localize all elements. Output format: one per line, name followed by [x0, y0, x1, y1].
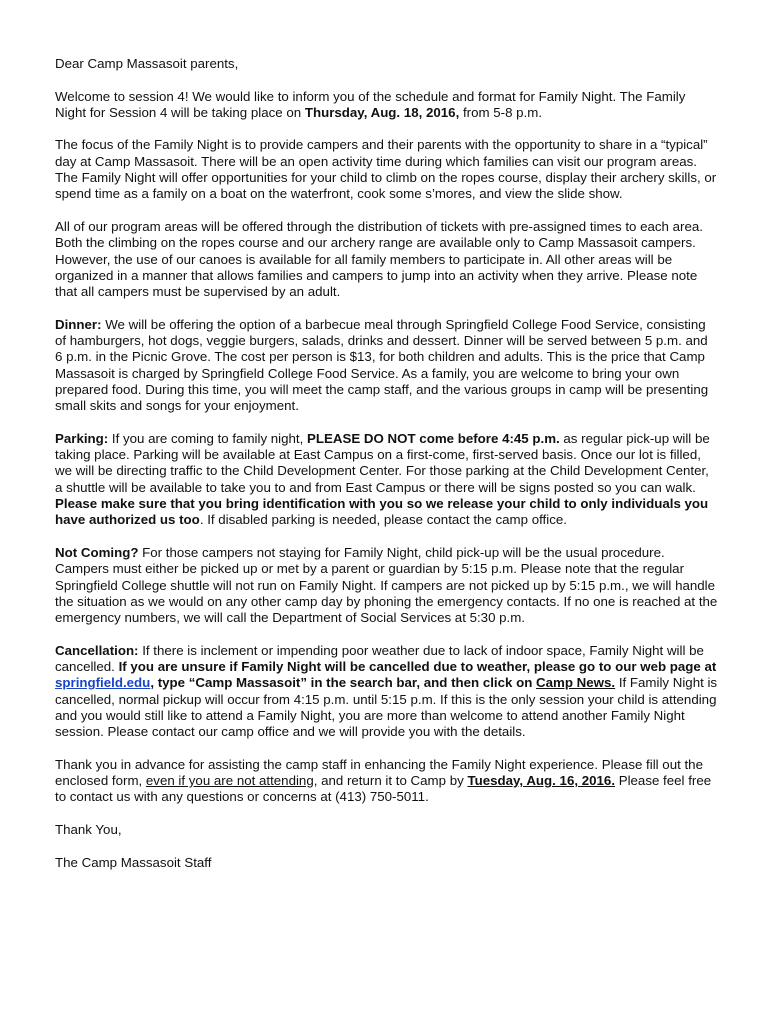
not-coming-paragraph — [55, 545, 718, 626]
cancellation-paragraph — [55, 643, 718, 741]
salutation: Dear Camp Massasoit parents, — [55, 56, 239, 71]
dinner-text: We will be offering the option of a barbecue meal through Springfield College Food Service, consisting of hamburgers, hot dogs, veggie burgers, salads, drinks and dessert. Dinner will be served between 5 p.m. and 6 p.m. in the Picnic Grove. The cost per person is $13, for both children and adults. This is the price that Camp Massasoit is charged by Springfield College Food Service. As a family, you are welcome to bring your own prepared food. During this time, you will meet the camp staff, and the various groups in camp will be presenting small skits and songs for your enjoyment. — [55, 316, 709, 414]
camp-news-link[interactable]: Camp News. — [536, 675, 616, 691]
signature: The Camp Massasoit Staff — [55, 854, 212, 870]
intro-paragraph — [55, 89, 718, 122]
intro-text: Welcome to session 4! We would like to inform you of the schedule and format for Family Night. The Family Night for Session 4 will be taking place on — [55, 88, 686, 120]
parking-paragraph — [55, 431, 718, 529]
weather-notice-2: , type “Camp Massasoit” in the search bar, and then click on — [150, 675, 537, 691]
closing: Thank You, — [55, 821, 122, 837]
thanks-text-3: Please feel free to contact us with any questions or concerns at (413) 750-5011. — [55, 773, 712, 805]
focus-paragraph: The focus of the Family Night is to provide campers and their parents with the opportunity to share in a “typical” day at Camp Massasoit. There will be an open activity time during which families can visit our program areas. The Family Night will offer opportunities for your child to climb on the ropes course, display their archery skills, or spend time as a family on a boat on the waterfront, cook some s’mores, and view the slide show. — [55, 137, 717, 202]
parking-label: Parking: — [55, 430, 109, 446]
thanks-paragraph — [55, 757, 718, 806]
parking-text-2: as regular pick-up will be taking place. Parking will be available at East Campus on a first-come, first-served basis. Once our lot is filled, we will be directing traffic to the Child Development Center. For those parking at the Child Development Center, a shuttle will be available to take you to and from East Campus or there will be signs posted so you can walk. — [55, 430, 710, 495]
thanks-text-2: , and return it to Camp by — [313, 773, 468, 789]
dinner-paragraph — [55, 317, 718, 415]
springfield-link[interactable]: springfield.edu — [55, 675, 151, 691]
weather-notice: If you are unsure if Family Night will be cancelled due to weather, please go to our web page at — [118, 658, 717, 674]
cancellation-text-1: If there is inclement or impending poor weather due to lack of indoor space, Family Night will be cancelled. — [55, 642, 704, 674]
event-date: Thursday, Aug. 18, 2016, — [304, 104, 460, 120]
return-deadline: Tuesday, Aug. 16, 2016. — [467, 773, 616, 789]
attending-note: even if you are not attending — [145, 773, 314, 789]
cancellation-label: Cancellation: — [55, 642, 139, 658]
parking-text-3: . If disabled parking is needed, please contact the camp office. — [199, 512, 567, 528]
intro-time: from 5-8 p.m. — [459, 104, 543, 120]
parking-warning: PLEASE DO NOT come before 4:45 p.m. — [307, 430, 560, 446]
dinner-label: Dinner: — [55, 316, 102, 332]
not-coming-text: For those campers not staying for Family Night, child pick-up will be the usual procedure. Campers must either be picked up or met by a parent or guardian by 5:15 p.m. Please note that the regular Springfield College shuttle will not run on Family Night. If campers are not picked up by 5:15 p.m., we will handle the situation as we would on any other camp day by phoning the emergency contacts. If no one is reached at the emergency numbers, we will call the Department of Social Services at 5:30 p.m. — [55, 544, 718, 626]
parking-text-1: If you are coming to family night, — [108, 430, 308, 446]
programs-paragraph: All of our program areas will be offered through the distribution of tickets with pre-assigned times to each area. Both the climbing on the ropes course and our archery range are available only to Camp Massasoit campers. However, the use of our canoes is available for all family members to participate in. All other areas will be organized in a manner that allows families and campers to jump into an activity when they arrive. Please note that all campers must be supervised by an adult. — [55, 218, 703, 300]
not-coming-label: Not Coming? — [55, 544, 139, 560]
thanks-text-1: Thank you in advance for assisting the camp staff in enhancing the Family Night experience. Please fill out the enclosed form, — [55, 756, 703, 789]
cancellation-text-2: If Family Night is cancelled, normal pickup will occur from 4:15 p.m. until 5:15 p.m. If this is the only session your child is attending and you would still like to attend a Family Night, you are more than welcome to attend another Family Night session. Please contact our camp office and we will provide you with the details. — [55, 675, 718, 740]
identification-notice: Please make sure that you bring identification with you so we release your child to only individuals you have authorized us too — [55, 496, 709, 528]
